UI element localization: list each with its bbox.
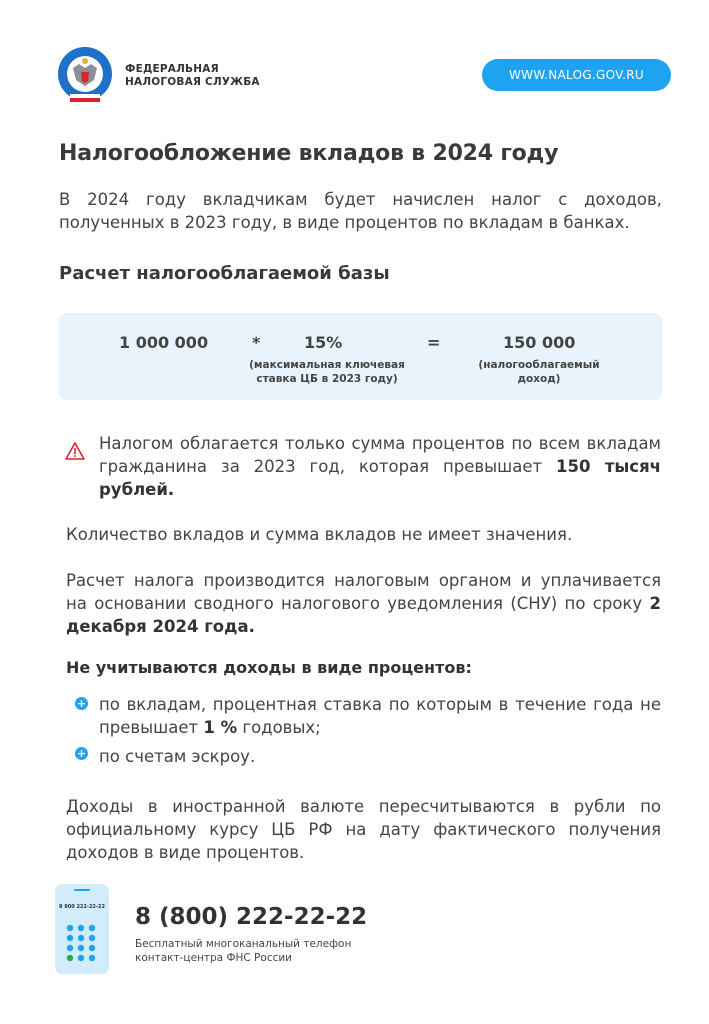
phone-icon bbox=[55, 884, 109, 974]
warning-text: Налогом облагается только сумма процентов по всем вкладам гражданина за 2023 год, которая превышает bbox=[99, 434, 661, 476]
calc-result: 150 000 bbox=[503, 333, 576, 352]
exclusion-item-text-end: годовых; bbox=[237, 718, 321, 737]
calc-result-note bbox=[469, 358, 609, 386]
exclusion-item-text: по вкладам, процентная ставка по которым в течение года не превышает bbox=[99, 695, 661, 737]
hotline-phone-number: 8 (800) 222-22-22 bbox=[135, 904, 368, 930]
exclusion-item bbox=[99, 693, 661, 739]
warning-threshold: 150 тысяч рублей. bbox=[99, 457, 662, 499]
page-title: Налогообложение вкладов в 2024 году bbox=[59, 141, 559, 166]
payment-text: Расчет налога производится налоговым органом и уплачивается на основании сводного налогового уведомления (СНУ) по сроку bbox=[66, 571, 661, 613]
hotline-description-line2: контакт-центра ФНС России bbox=[135, 952, 293, 964]
calculation-box bbox=[59, 313, 662, 400]
rate-note-line1: (максимальная ключевая bbox=[249, 359, 405, 371]
calc-multiply-sign: * bbox=[252, 333, 261, 352]
phone-keypad bbox=[66, 924, 100, 964]
payment-paragraph bbox=[66, 569, 661, 638]
hotline-description-line1: Бесплатный многоканальный телефон bbox=[135, 938, 352, 950]
calc-rate: 15% bbox=[304, 333, 343, 352]
hotline-description bbox=[135, 937, 351, 965]
plus-bullet-icon: + bbox=[76, 697, 87, 710]
exclusion-item bbox=[99, 745, 661, 768]
calc-equals-sign: = bbox=[427, 333, 441, 352]
plus-bullet-icon: + bbox=[76, 747, 87, 760]
calc-rate-note bbox=[237, 358, 417, 386]
exclusion-item-text: по счетам эскроу. bbox=[99, 747, 256, 766]
agency-name bbox=[125, 63, 260, 89]
intro-paragraph: В 2024 году вкладчикам будет начислен налог с доходов, полученных в 2023 году, в виде процентов по вкладам в банках. bbox=[59, 190, 662, 232]
warning-icon bbox=[65, 442, 85, 460]
agency-name-line1: ФЕДЕРАЛЬНАЯ bbox=[125, 63, 219, 75]
website-link-button[interactable]: WWW.NALOG.GOV.RU bbox=[482, 59, 671, 91]
phone-speaker bbox=[74, 889, 90, 891]
deposit-count-note: Количество вкладов и сумма вкладов не имеет значения. bbox=[66, 525, 573, 544]
warning-paragraph bbox=[99, 432, 661, 501]
exclusion-item-rate: 1 % bbox=[203, 718, 238, 737]
exclusions-heading: Не учитываются доходы в виде процентов: bbox=[66, 658, 472, 677]
result-note-line1: (налогооблагаемый bbox=[478, 359, 600, 371]
rate-note-line2: ставка ЦБ в 2023 году) bbox=[256, 373, 398, 385]
foreign-currency-paragraph: Доходы в иностранной валюте пересчитываются в рубли по официальному курсу ЦБ РФ на дату фактического получения доходов в виде процентов. bbox=[66, 797, 661, 862]
fns-emblem bbox=[57, 46, 113, 106]
result-note-line2: доход) bbox=[517, 373, 561, 385]
section-heading-tax-base: Расчет налогооблагаемой базы bbox=[59, 263, 390, 284]
payment-deadline: 2 декабря 2024 года. bbox=[66, 594, 661, 636]
phone-screen-number: 8 800 222-22-22 bbox=[59, 904, 105, 910]
calc-amount: 1 000 000 bbox=[119, 333, 209, 352]
agency-name-line2: НАЛОГОВАЯ СЛУЖБА bbox=[125, 76, 260, 88]
